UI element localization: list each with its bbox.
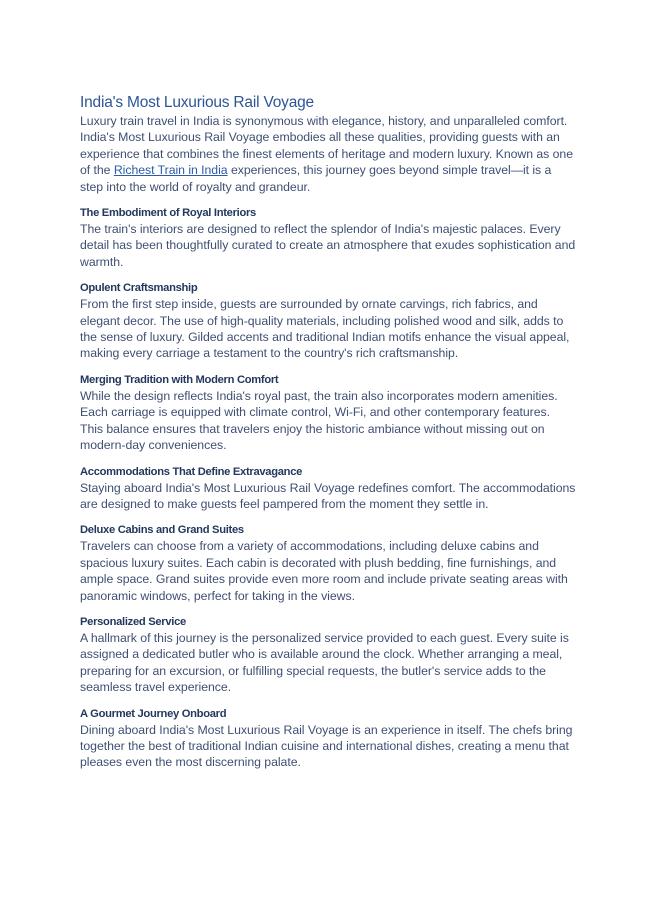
- section-body-royal-interiors: The train's interiors are designed to reflect the splendor of India's majestic palaces. Every detail has been thoughtfully curated to create an atmosphere that exudes sophistication and warmth.: [80, 222, 576, 269]
- section-heading-royal-interiors: The Embodiment of Royal Interiors: [80, 207, 256, 220]
- section-heading-deluxe-cabins: Deluxe Cabins and Grand Suites: [80, 524, 244, 537]
- section-heading-personalized-service: Personalized Service: [80, 615, 186, 628]
- section-body-opulent-craftsmanship: From the first step inside, guests are surrounded by ornate carvings, rich fabrics, and elegant decor. The use of high-quality materials, including polished wood and silk, adds to the sense of luxury. Gilded accents and traditional Indian motifs enhance the visual appeal, making every carriage a testament to the country's rich craftsmanship.: [80, 297, 570, 361]
- section-body-accommodations: Staying aboard India's Most Luxurious Rail Voyage redefines comfort. The accommodations are designed to make guests feel pampered from the moment they settle in.: [80, 480, 576, 511]
- document-page: [80, 93, 576, 771]
- section-body-personalized-service: A hallmark of this journey is the personalized service provided to each guest. Every suite is assigned a dedicated butler who is available around the clock. Whether arranging a meal, preparing for an excursion, or fulfilling special requests, the butler's service adds to the seamless travel experience.: [80, 630, 569, 695]
- intro-text-after-link: experiences, this journey goes beyond simple travel—it is a step into the world of royalty and grandeur.: [80, 163, 552, 194]
- section-heading-gourmet-journey: A Gourmet Journey Onboard: [80, 707, 227, 720]
- section-heading-accommodations: Accommodations That Define Extravagance: [80, 465, 303, 478]
- section-body-deluxe-cabins: Travelers can choose from a variety of accommodations, including deluxe cabins and spacious luxury suites. Each cabin is decorated with plush bedding, fine furnishings, and ample space. Grand suites provide even more room and include private seating areas with panoramic windows, perfect for taking in the views.: [80, 539, 568, 603]
- section-heading-opulent-craftsmanship: Opulent Craftsmanship: [80, 282, 198, 295]
- intro-text-before-link: Luxury train travel in India is synonymous with elegance, history, and unparalleled comfort. India's Most Luxurious Rail Voyage embodies all these qualities, providing guests with an experience that combines the finest elements of heritage and modern luxury. Known as one of the: [80, 114, 574, 178]
- document-title: India's Most Luxurious Rail Voyage: [80, 94, 314, 111]
- intro-paragraph: [80, 113, 576, 195]
- richest-train-link[interactable]: Richest Train in India: [113, 163, 228, 178]
- section-body-gourmet-journey: Dining aboard India's Most Luxurious Rail Voyage is an experience in itself. The chefs bring together the best of traditional Indian cuisine and international dishes, creating a menu that pleases even the most discerning palate.: [80, 722, 573, 770]
- section-heading-tradition-modern: Merging Tradition with Modern Comfort: [80, 373, 279, 386]
- section-body-tradition-modern: While the design reflects India's royal past, the train also incorporates modern amenities. Each carriage is equipped with climate control, Wi-Fi, and other contemporary features. This balance ensures that travelers enjoy the historic ambiance without missing out on modern-day conveniences.: [80, 388, 558, 453]
